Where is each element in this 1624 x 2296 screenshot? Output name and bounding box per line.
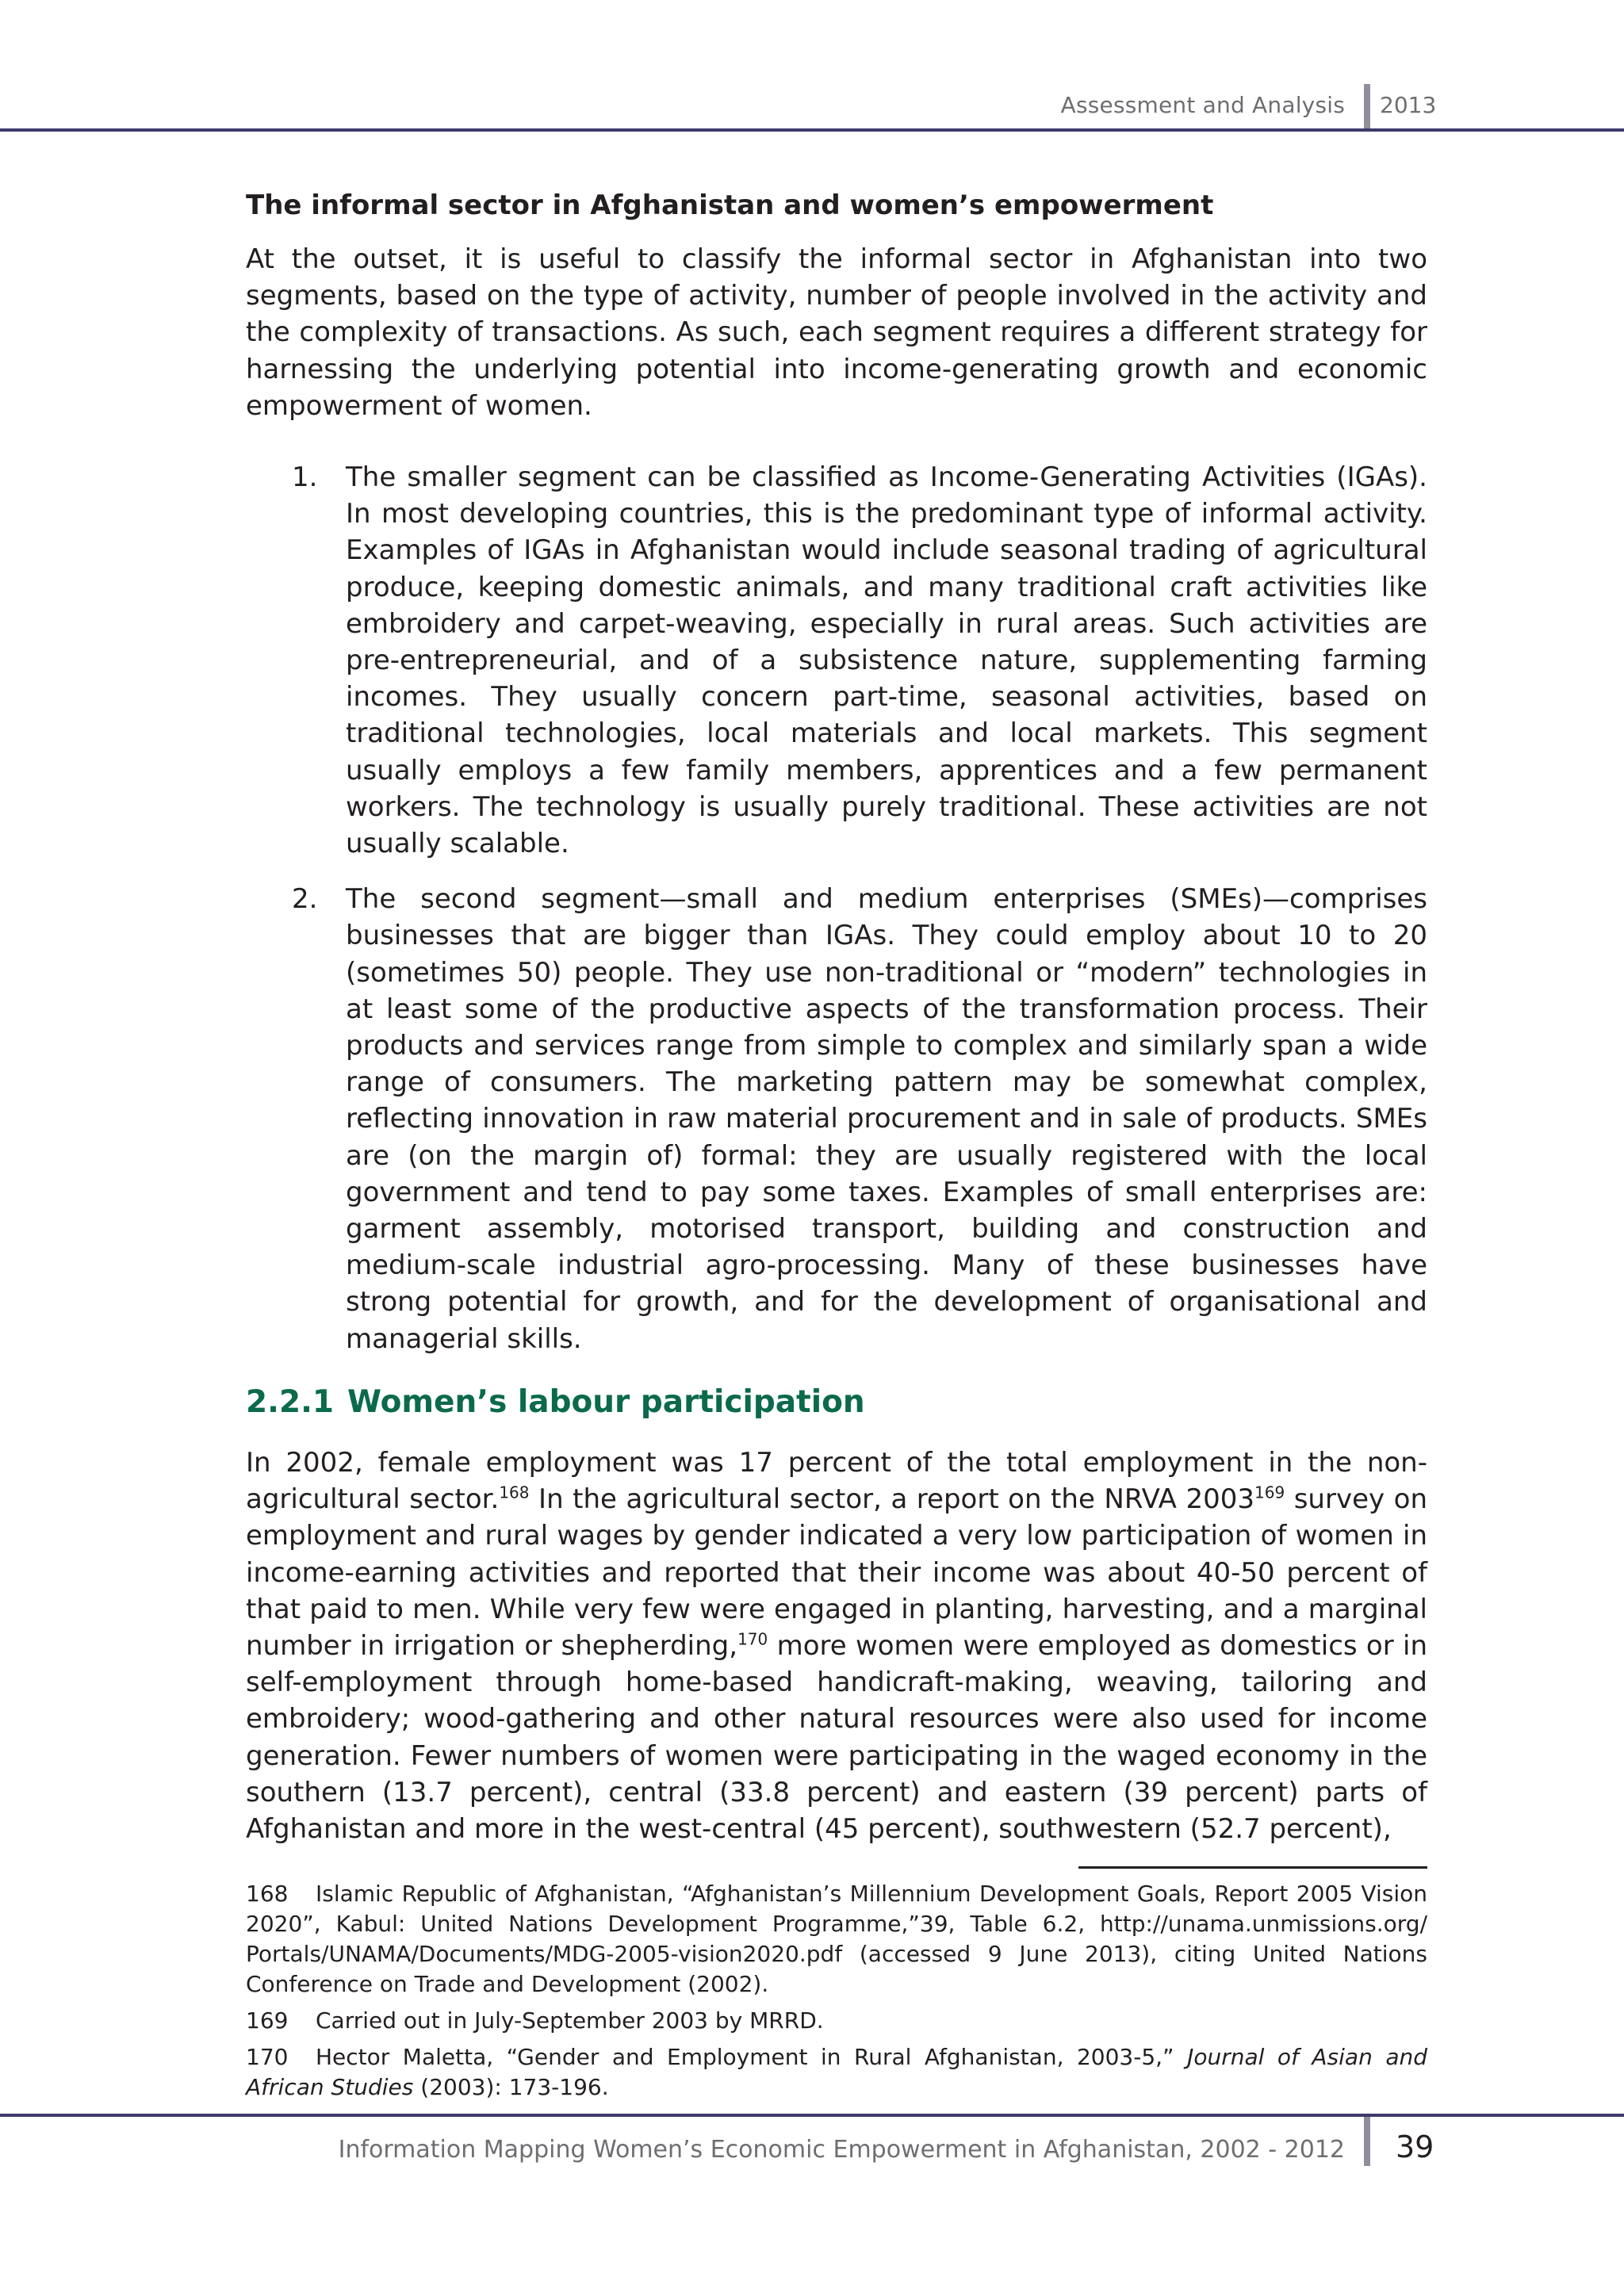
footnote [246,2042,1427,2103]
subsection-heading [246,1381,1427,1424]
para-text: more women were employed as domestics or in self-employment through home-based handicraft-making, weaving, tailoring and embroidery; wood-gathering and other natural resources were also used for income generation. Fewer numbers of women were participating in the waged economy in the southern (13.7 percent), central (33.8 percent) and eastern (39 percent) parts of Afghanistan and more in the west-central (45 percent), southwestern (52.7 percent), [246,1629,1427,1845]
header-divider [1364,84,1370,130]
para-text: survey on employment and rural wages by gender indicated a very low participation of women in income-earning activities and reported that their income was about 40-50 percent of that paid to men. While very few were engaged in planting, harvesting, and a marginal number in irrigation or shepherding, [246,1483,1427,1662]
list-item-number: 2. [292,883,318,916]
footnote-number: 170 [246,2044,289,2070]
list-item-number: 1. [292,461,318,494]
page-header [0,0,1624,132]
footer-divider [1364,2117,1370,2166]
subsection-number: 2.2.1 [246,1383,335,1420]
list-item [246,881,1427,1357]
footer-title: Information Mapping Women’s Economic Empowerment in Afghanistan, 2002 - 2012 [338,2136,1345,2164]
footer-rule [0,2114,1624,2117]
footnote-ref[interactable]: 169 [1254,1483,1285,1502]
footnote-text: Islamic Republic of Afghanistan, “Afghanistan’s Millennium Development Goals, Report 2005 Vision 2020”, Kabul: United Nations Development Programme,”39, Table 6.2, http://unama.unmissions.org/ Portals/UNAMA/Documents/MDG-2005-vision2020.pdf (accessed 9 June 2013), citing United Nations Conference on Trade and Development (2002). [246,1881,1427,1997]
footnote [246,2006,1427,2036]
section-title: The informal sector in Afghanistan and women’s empowerment [246,189,1214,221]
footnote-number: 168 [246,1881,289,1907]
footnote [246,1879,1427,1999]
journal-title: Journal of Asian and African Studies [246,2044,1428,2100]
footnote-ref[interactable]: 170 [737,1629,768,1649]
footnote-text: Hector Maletta, “Gender and Employment in Rural Afghanistan, 2003-5,” [316,2044,1188,2070]
page-number: 39 [1396,2130,1434,2164]
list-item-text: The smaller segment can be classified as Income-Generating Activities (IGAs). In most developing countries, this is the predominant type of informal activity. Examples of IGAs in Afghanistan would include seasonal trading of agricultural produce, keeping domestic animals, and many traditional craft activities like embroidery and carpet-weaving, especially in rural areas. Such activities are pre-entrepreneurial, and of a subsistence nature, supplementing farming incomes. They usually concern part-time, seasonal activities, based on traditional technologies, local materials and local markets. This segment usually employs a few family members, apprentices and a few permanent workers. The technology is usually purely traditional. These activities are not usually scalable. [346,461,1427,860]
footnote-text: Carried out in July-September 2003 by MRRD. [316,2007,824,2034]
intro-paragraph: At the outset, it is useful to classify the informal sector in Afghanistan into two segments, based on the type of activity, number of people involved in the activity and the complexity of transactions. As such, each segment requires a different strategy for harnessing the underlying potential into income-generating growth and economic empowerment of women. [246,243,1427,422]
header-rule [0,128,1624,132]
list-item [246,459,1427,862]
footnote-text: (2003): 173-196. [413,2074,609,2100]
list-item-text: The second segment—small and medium enterprises (SMEs)—comprises businesses that are bigger than IGAs. They could employ about 10 to 20 (sometimes 50) people. They use non-traditional or “modern” technologies in at least some of the productive aspects of the transformation process. Their products and services range from simple to complex and similarly span a wide range of consumers. The marketing pattern may be somewhat complex, reflecting innovation in raw material procurement and in sale of products. SMEs are (on the margin of) formal: they are usually registered with the local government and tend to pay some taxes. Examples of small enterprises are: garment assembly, motorised transport, building and construction and medium-scale industrial agro-processing. Many of these businesses have strong potential for growth, and for the development of organisational and managerial skills. [346,883,1427,1355]
labour-paragraph [246,1445,1427,1847]
para-text: In 2002, female employment was 17 percent of the total employment in the non-agricultural sector. [246,1446,1427,1516]
footnote-ref[interactable]: 168 [499,1483,530,1502]
header-section-title: Assessment and Analysis [1060,92,1345,118]
segment-list [246,459,1427,1357]
header-year: 2013 [1380,92,1437,118]
para-text: In the agricultural sector, a report on the NRVA 2003 [529,1483,1254,1516]
footnotes [246,1879,1427,2109]
footnote-number: 169 [246,2007,289,2034]
main-content [246,187,1427,1847]
footnote-separator [1078,1866,1427,1869]
subsection-title: Women’s labour participation [347,1383,865,1420]
